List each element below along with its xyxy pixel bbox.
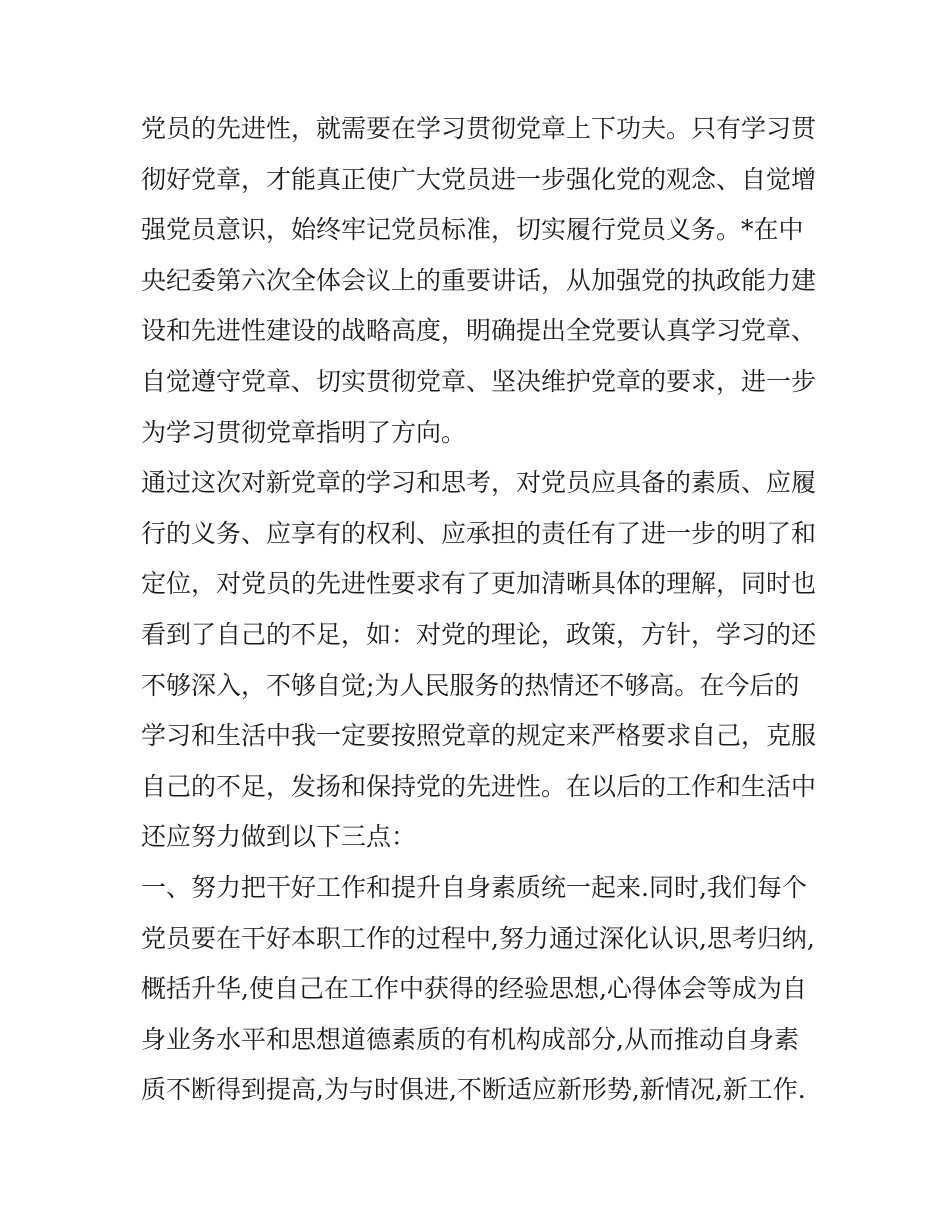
document-body: [141, 104, 821, 1116]
text-line: 概括升华,使自己在工作中获得的经验思想,心得体会等成为自: [141, 974, 807, 1004]
text-line: 不够深入，不够自觉;为人民服务的热情还不够高。在今后的: [141, 670, 800, 700]
text-line: 看到了自己的不足，如：对党的理论，政策，方针，学习的还: [141, 619, 817, 649]
text-line: 自己的不足，发扬和保持党的先进性。在以后的工作和生活中: [141, 771, 817, 801]
text-line: 通过这次对新党章的学习和思考，对党员应具备的素质、应履: [141, 468, 817, 498]
text-line: 党员的先进性，就需要在学习贯彻党章上下功夫。只有学习贯: [141, 114, 817, 143]
text-line: 党员要在干好本职工作的过程中,努力通过深化认识,思考归纳,: [141, 923, 815, 953]
text-line: 设和先进性建设的战略高度，明确提出全党要认真学习党章、: [141, 316, 817, 346]
text-line: 彻好党章，才能真正使广大党员进一步强化党的观念、自觉增: [141, 164, 817, 194]
text-line: 学习和生活中我一定要按照党章的规定来严格要求自己，克服: [141, 721, 817, 751]
text-line: 还应努力做到以下三点：: [141, 822, 417, 852]
text-line: 质不断得到提高,为与时俱进,不断适应新形势,新情况,新工作.: [141, 1075, 806, 1105]
text-line: 强党员意识，始终牢记党员标准，切实履行党员义务。*在中: [141, 215, 804, 245]
text-line: 身业务水平和思想道德素质的有机构成部分,从而推动自身素: [141, 1024, 799, 1054]
text-line: 一、努力把干好工作和提升自身素质统一起来.同时,我们每个: [141, 872, 807, 902]
text-line: 行的义务、应享有的权利、应承担的责任有了进一步的明了和: [141, 518, 817, 548]
text-line: 为学习贯彻党章指明了方向。: [141, 417, 467, 447]
text-line: 定位，对党员的先进性要求有了更加清晰具体的理解，同时也: [141, 569, 817, 599]
text-line: 自觉遵守党章、切实贯彻党章、坚决维护党章的要求，进一步: [141, 366, 817, 396]
text-line: 央纪委第六次全体会议上的重要讲话，从加强党的执政能力建: [141, 265, 817, 295]
